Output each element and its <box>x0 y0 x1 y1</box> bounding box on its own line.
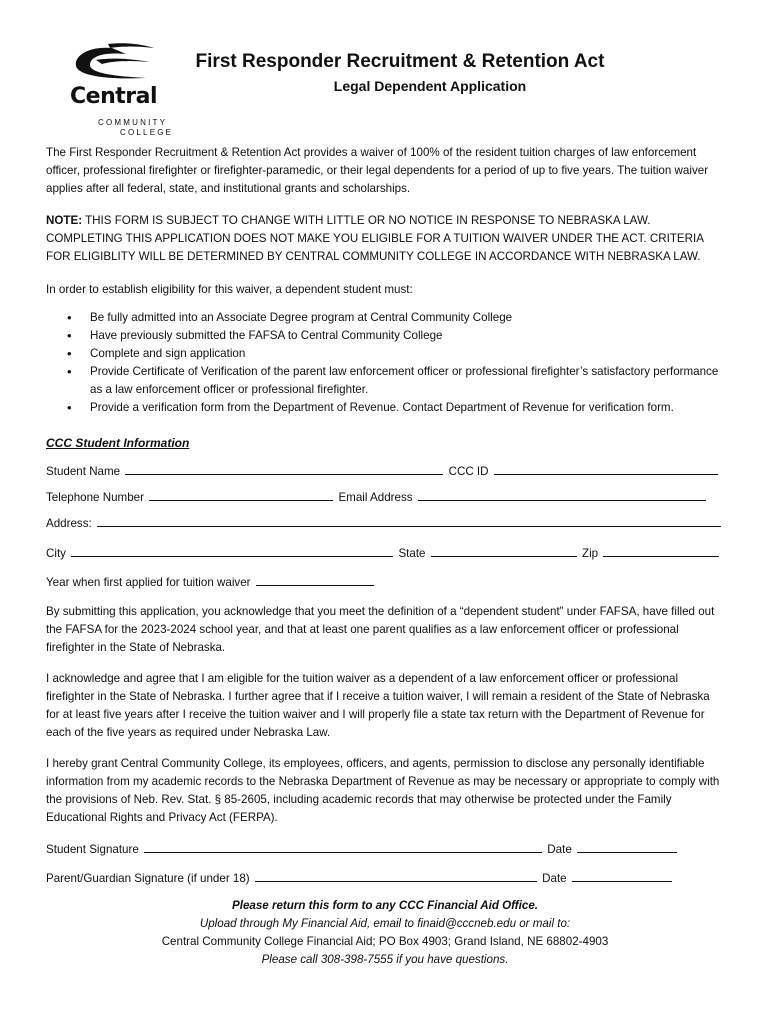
bullet-icon: • <box>67 310 72 325</box>
ccc-id-field[interactable] <box>494 463 718 475</box>
list-item <box>46 345 726 363</box>
logo-line-community: COMMUNITY <box>98 118 168 127</box>
row-telephone-email <box>46 489 736 507</box>
label-telephone: Telephone Number <box>46 491 144 504</box>
address-field[interactable] <box>97 515 721 527</box>
row-student-name <box>46 463 736 481</box>
row-address <box>46 515 736 533</box>
eligibility-intro: In order to establish eligibility for this waiver, a dependent student must: <box>46 283 413 296</box>
acknowledgement-paragraph-2: I acknowledge and agree that I am eligible for the tuition waiver as a dependent of a law enforcement officer or professional firefighter in the State of Nebraska. I further agree that if I receive a tuition waiver, I will remain a resident of the State of Nebraska for at least five years after I receive the tuition waiver and I will properly file a state tax return with the Department of Revenue for each of the five years as required under Nebraska Law. <box>46 672 710 739</box>
row-parent-signature <box>46 870 736 888</box>
footer-contact-phone: Please call 308-398-7555 if you have questions. <box>261 953 509 966</box>
state-field[interactable] <box>431 545 577 557</box>
page-subtitle: Legal Dependent Application <box>333 78 527 94</box>
requirement-text: Have previously submitted the FAFSA to Central Community College <box>90 329 443 342</box>
email-field[interactable] <box>418 489 706 501</box>
college-logo <box>62 42 186 137</box>
year-applied-field[interactable] <box>256 574 374 586</box>
label-parent-date: Date <box>542 872 567 885</box>
footer-mailing-address: Central Community College Financial Aid; PO Box 4903; Grand Island, NE 68802-4903 <box>161 935 609 948</box>
label-student-signature: Student Signature <box>46 843 139 856</box>
telephone-field[interactable] <box>149 489 333 501</box>
note-paragraph <box>46 212 726 266</box>
list-item <box>46 327 726 345</box>
label-student-name: Student Name <box>46 465 121 478</box>
label-year-applied: Year when first applied for tuition waiver <box>46 576 251 589</box>
row-city-state-zip <box>46 545 736 563</box>
note-label: NOTE: <box>46 214 83 227</box>
list-item <box>46 399 726 417</box>
requirement-text: Provide Certificate of Verification of the parent law enforcement officer or professional firefighter’s satisfactory performance as a law enforcement officer or professional firefighter. <box>90 365 719 396</box>
label-state: State <box>398 547 426 560</box>
label-email: Email Address <box>338 491 413 504</box>
requirements-list <box>46 309 726 417</box>
student-signature-field[interactable] <box>144 841 542 853</box>
bullet-icon: • <box>67 328 72 343</box>
bullet-icon: • <box>67 364 72 379</box>
logo-line-college: COLLEGE <box>120 128 174 137</box>
parent-signature-field[interactable] <box>255 870 537 882</box>
requirement-text: Provide a verification form from the Department of Revenue. Contact Department of Revenue for verification form. <box>90 401 674 414</box>
label-city: City <box>46 547 66 560</box>
bullet-icon: • <box>67 400 72 415</box>
city-field[interactable] <box>71 545 393 557</box>
section-title-student-info: CCC Student Information <box>46 436 190 450</box>
row-year-applied <box>46 574 736 592</box>
logo-brand-text: Central <box>70 84 157 109</box>
page-title: First Responder Recruitment & Retention Act <box>195 51 605 72</box>
swoosh-logo-icon <box>68 42 158 88</box>
requirement-text: Complete and sign application <box>90 347 246 360</box>
footer-upload-instructions: Upload through My Financial Aid, email to finaid@cccneb.edu or mail to: <box>199 917 571 930</box>
label-ccc-id: CCC ID <box>448 465 489 478</box>
label-zip: Zip <box>581 547 599 560</box>
acknowledgement-paragraph-3: I hereby grant Central Community College, its employees, officers, and agents, permission to disclose any personally identifiable information from my academic records to the Nebraska Department of Revenue as may be necessary or appropriate to comply with the provisions of Neb. Rev. Stat. § 85-2605, including academic records that may otherwise be protected under the Family Educational Rights and Privacy Act (FERPA). <box>46 757 720 824</box>
list-item <box>46 363 726 399</box>
footer-return-instructions: Please return this form to any CCC Financial Aid Office. <box>231 899 538 912</box>
bullet-icon: • <box>67 346 72 361</box>
row-student-signature <box>46 841 736 859</box>
note-text: THIS FORM IS SUBJECT TO CHANGE WITH LITTLE OR NO NOTICE IN RESPONSE TO NEBRASKA LAW. COMPLETING THIS APPLICATION DOES NOT MAKE YOU ELIGIBLE FOR A TUITION WAIVER UNDER THE ACT. CRITERIA FOR ELIGIBLITY WILL BE DETERMINED BY CENTRAL COMMUNITY COLLEGE IN ACCORDANCE WITH NEBRASKA LAW. <box>46 214 704 263</box>
student-date-field[interactable] <box>577 841 677 853</box>
intro-paragraph: The First Responder Recruitment & Retention Act provides a waiver of 100% of the resident tuition charges of law enforcement officer, professional firefighter or firefighter-paramedic, or their legal dependents for a period of up to five years. The tuition waiver applies after all federal, state, and institutional grants and scholarships. <box>46 146 709 195</box>
student-name-field[interactable] <box>125 463 443 475</box>
label-parent-signature: Parent/Guardian Signature (if under 18) <box>46 872 250 885</box>
label-address: Address: <box>46 517 92 530</box>
zip-field[interactable] <box>603 545 719 557</box>
parent-date-field[interactable] <box>572 870 672 882</box>
requirement-text: Be fully admitted into an Associate Degree program at Central Community College <box>90 311 513 324</box>
label-student-date: Date <box>547 843 572 856</box>
acknowledgement-paragraph-1: By submitting this application, you acknowledge that you meet the definition of a “dependent student” under FAFSA, have filled out the FAFSA for the 2023-2024 school year, and that at least one parent qualifies as a law enforcement officer or professional firefighter in the State of Nebraska. <box>46 605 715 654</box>
list-item <box>46 309 726 327</box>
